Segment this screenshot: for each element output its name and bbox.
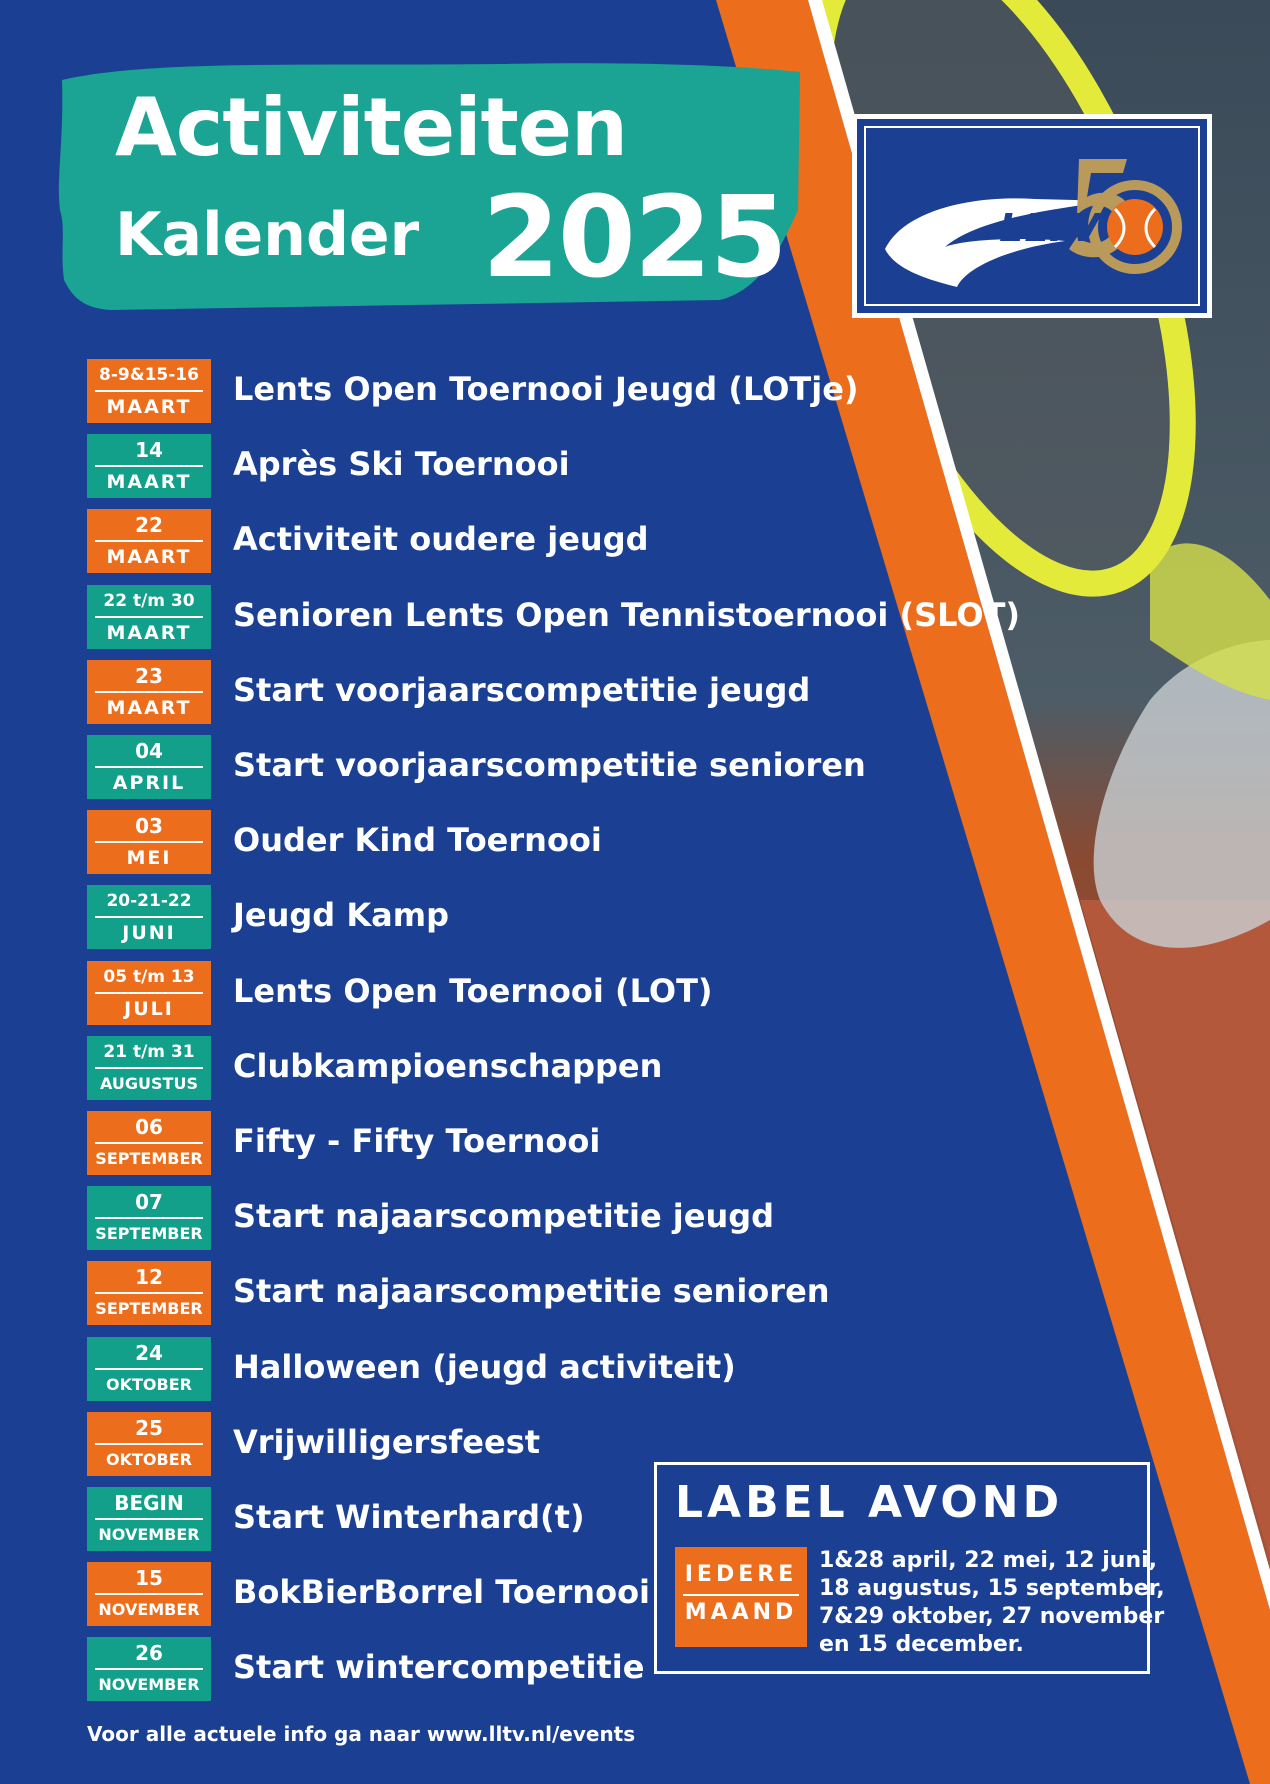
event-title: Halloween (jeugd activiteit) — [233, 1348, 736, 1386]
label-date-line: 7&29 oktober, 27 november — [819, 1604, 1165, 1629]
event-title: Start voorjaarscompetitie jeugd — [233, 671, 811, 709]
event-title: Start Winterhard(t) — [233, 1498, 585, 1536]
label-avond-badge — [675, 1547, 807, 1647]
event-badge-separator — [95, 1593, 203, 1595]
label-badge-line2: MAAND — [684, 1600, 798, 1625]
event-month: JUNI — [122, 922, 176, 944]
event-date-badge — [87, 1637, 211, 1701]
event-badge-separator — [95, 691, 203, 693]
event-day: 22 — [135, 513, 163, 537]
event-date-badge — [87, 434, 211, 498]
event-day: 23 — [135, 664, 163, 688]
logo-lltv-text: LLTV — [999, 206, 1101, 250]
event-date-badge — [87, 1036, 211, 1100]
event-row — [87, 509, 1087, 573]
title-year: 2025 — [482, 173, 786, 303]
event-date-badge — [87, 1412, 211, 1476]
event-badge-separator — [95, 465, 203, 467]
label-date-line: 18 augustus, 15 september, — [819, 1576, 1165, 1601]
event-day: 24 — [135, 1341, 163, 1365]
event-month: MAART — [106, 396, 192, 418]
event-date-badge — [87, 359, 211, 423]
event-day: 8-9&15-16 — [99, 365, 199, 385]
event-date-badge — [87, 810, 211, 874]
event-title: Senioren Lents Open Tennistoernooi (SLOT) — [233, 596, 1021, 634]
label-badge-separator — [683, 1594, 799, 1596]
event-month: NOVEMBER — [98, 1525, 200, 1544]
event-date-badge — [87, 585, 211, 649]
event-badge-separator — [95, 1067, 203, 1069]
event-date-badge — [87, 1186, 211, 1250]
event-title: Start voorjaarscompetitie senioren — [233, 746, 866, 784]
event-row — [87, 585, 1087, 649]
event-month: APRIL — [112, 772, 186, 794]
event-date-badge — [87, 1261, 211, 1325]
label-date-line: 1&28 april, 22 mei, 12 juni, — [819, 1548, 1158, 1573]
event-badge-separator — [95, 1292, 203, 1294]
event-badge-separator — [95, 841, 203, 843]
event-title: BokBierBorrel Toernooi — [233, 1573, 651, 1611]
event-date-badge — [87, 660, 211, 724]
title-kalender: Kalender — [115, 200, 420, 270]
event-date-badge — [87, 735, 211, 799]
event-badge-separator — [95, 1368, 203, 1370]
event-badge-separator — [95, 916, 203, 918]
event-badge-separator — [95, 1443, 203, 1445]
event-row — [87, 1261, 1087, 1325]
event-month: AUGUSTUS — [100, 1074, 198, 1093]
event-title: Fifty - Fifty Toernooi — [233, 1122, 601, 1160]
event-month: NOVEMBER — [98, 1675, 200, 1694]
event-badge-separator — [95, 1142, 203, 1144]
event-date-badge — [87, 1562, 211, 1626]
event-title: Ouder Kind Toernooi — [233, 821, 602, 859]
footer-info-link[interactable]: Voor alle actuele info ga naar www.lltv.nl/events — [87, 1722, 636, 1746]
event-date-badge — [87, 1337, 211, 1401]
event-title: Activiteit oudere jeugd — [233, 520, 649, 558]
event-day: 21 t/m 31 — [103, 1042, 195, 1062]
event-title: Lents Open Toernooi Jeugd (LOTje) — [233, 370, 859, 408]
event-badge-separator — [95, 766, 203, 768]
event-day: 15 — [135, 1566, 163, 1590]
event-row — [87, 1337, 1087, 1401]
event-day: 12 — [135, 1265, 163, 1289]
event-month: MAART — [106, 471, 192, 493]
event-title: Après Ski Toernooi — [233, 445, 570, 483]
title-activiteiten: Activiteiten — [115, 81, 627, 174]
label-avond-title: LABEL AVOND — [675, 1477, 1064, 1528]
event-day: 22 t/m 30 — [103, 591, 195, 611]
event-day: 05 t/m 13 — [103, 967, 195, 987]
event-title: Start najaarscompetitie senioren — [233, 1272, 830, 1310]
event-title: Lents Open Toernooi (LOT) — [233, 972, 713, 1010]
event-month: MEI — [126, 847, 172, 869]
event-row — [87, 1036, 1087, 1100]
event-badge-separator — [95, 390, 203, 392]
event-day: 07 — [135, 1190, 163, 1214]
event-month: MAART — [106, 546, 192, 568]
event-month: OKTOBER — [106, 1450, 192, 1469]
event-day: 26 — [135, 1641, 163, 1665]
event-row — [87, 660, 1087, 724]
event-month: JULI — [124, 998, 174, 1020]
lltv-logo — [852, 114, 1212, 318]
event-badge-separator — [95, 1518, 203, 1520]
event-title: Start najaarscompetitie jeugd — [233, 1197, 775, 1235]
event-row — [87, 359, 1087, 423]
event-day: 03 — [135, 814, 163, 838]
event-date-badge — [87, 1487, 211, 1551]
event-row — [87, 961, 1087, 1025]
event-date-badge — [87, 885, 211, 949]
event-day: 06 — [135, 1115, 163, 1139]
event-month: SEPTEMBER — [95, 1224, 203, 1243]
event-month: SEPTEMBER — [95, 1299, 203, 1318]
event-title: Jeugd Kamp — [233, 896, 449, 934]
event-day: 25 — [135, 1416, 163, 1440]
event-title: Start wintercompetitie — [233, 1648, 645, 1686]
event-day: 04 — [135, 739, 163, 763]
event-badge-separator — [95, 540, 203, 542]
event-month: MAART — [106, 697, 192, 719]
event-badge-separator — [95, 1217, 203, 1219]
label-badge-line1: IEDERE — [684, 1562, 798, 1587]
event-date-badge — [87, 961, 211, 1025]
event-row — [87, 1186, 1087, 1250]
event-title: Vrijwilligersfeest — [233, 1423, 541, 1461]
label-avond-dates — [819, 1547, 1165, 1659]
label-avond-box — [654, 1462, 1165, 1674]
event-day: 14 — [135, 438, 163, 462]
event-row — [87, 735, 1087, 799]
event-badge-separator — [95, 992, 203, 994]
event-title: Clubkampioenschappen — [233, 1047, 663, 1085]
event-date-badge — [87, 1111, 211, 1175]
event-month: OKTOBER — [106, 1375, 192, 1394]
event-row — [87, 434, 1087, 498]
event-row — [87, 1111, 1087, 1175]
event-badge-separator — [95, 1668, 203, 1670]
label-date-line: en 15 december. — [819, 1632, 1024, 1657]
event-month: MAART — [106, 622, 192, 644]
event-row — [87, 810, 1087, 874]
event-day: 20-21-22 — [106, 891, 192, 911]
event-month: NOVEMBER — [98, 1600, 200, 1619]
event-month: SEPTEMBER — [95, 1149, 203, 1168]
event-row — [87, 885, 1087, 949]
event-date-badge — [87, 509, 211, 573]
event-day: BEGIN — [114, 1491, 184, 1515]
event-badge-separator — [95, 616, 203, 618]
